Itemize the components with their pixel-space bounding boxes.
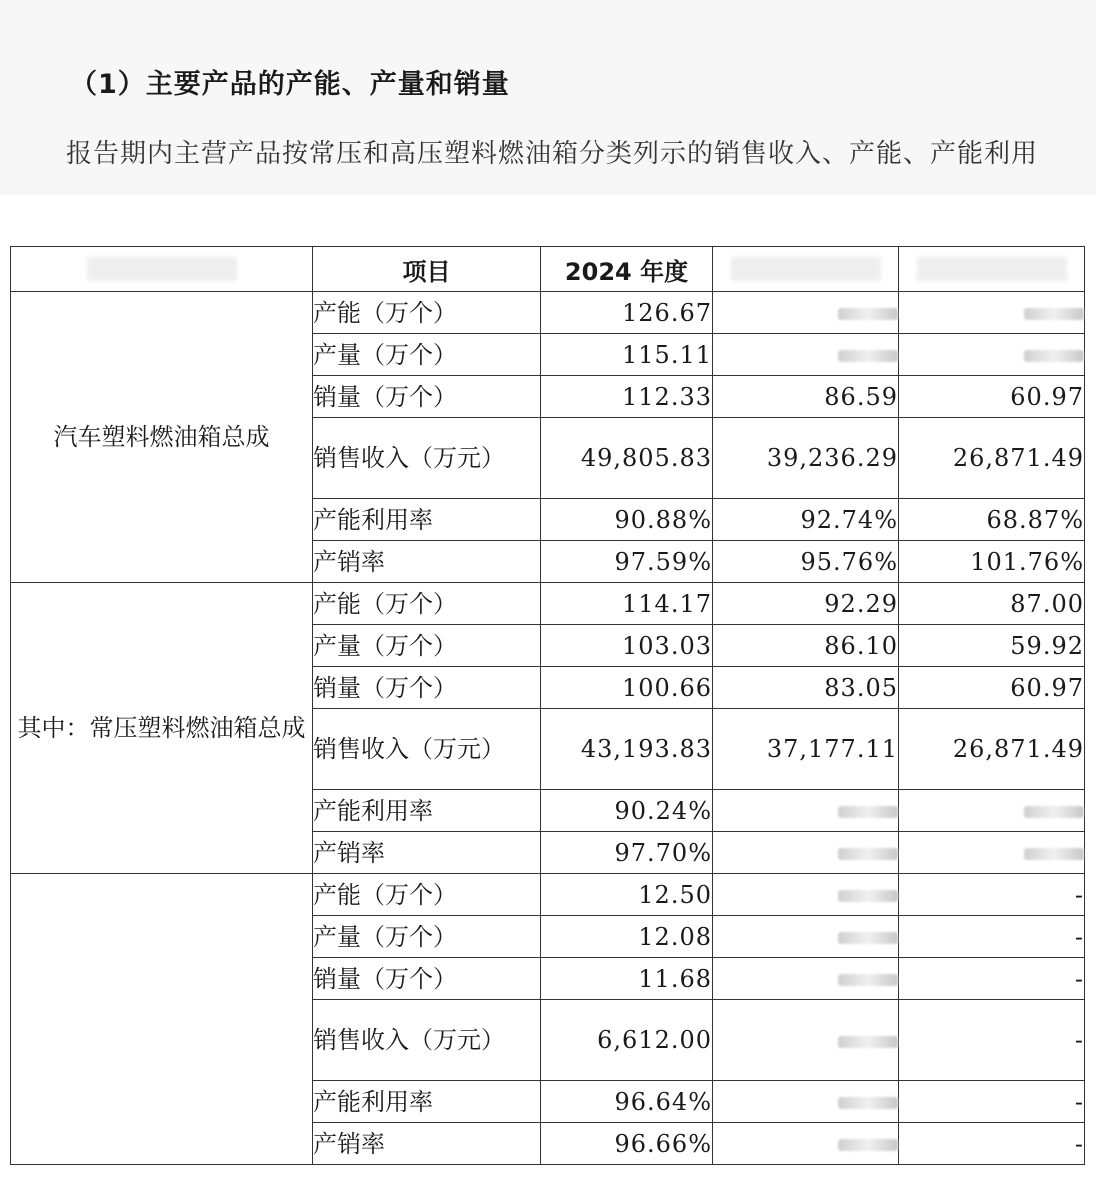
row-item-label: 销量（万个） — [313, 958, 541, 1000]
row-item-label: 产能利用率 — [313, 790, 541, 832]
value-cell-v2 — [713, 1000, 899, 1081]
value-cell-v3: 60.97 — [899, 376, 1085, 418]
value-cell-v2 — [713, 874, 899, 916]
value-cell-v1: 90.88% — [541, 499, 713, 541]
row-item-label: 产量（万个） — [313, 625, 541, 667]
value-cell-v3 — [899, 790, 1085, 832]
value-cell-v1: 11.68 — [541, 958, 713, 1000]
row-item-label: 产能利用率 — [313, 1081, 541, 1123]
value-cell-v1: 49,805.83 — [541, 418, 713, 499]
redacted-value — [838, 350, 898, 362]
value-cell-v1: 96.66% — [541, 1123, 713, 1165]
table-header-row — [11, 247, 1085, 292]
header-blank-cell — [11, 247, 313, 292]
row-item-label: 销售收入（万元） — [313, 418, 541, 499]
row-item-label: 产能（万个） — [313, 874, 541, 916]
value-cell-v2: 86.59 — [713, 376, 899, 418]
value-cell-v2: 92.74% — [713, 499, 899, 541]
row-item-label: 产量（万个） — [313, 334, 541, 376]
value-cell-v1: 97.70% — [541, 832, 713, 874]
value-cell-v3: 59.92 — [899, 625, 1085, 667]
section-heading: （1）主要产品的产能、产量和销量 — [70, 69, 510, 100]
value-cell-v1: 96.64% — [541, 1081, 713, 1123]
table-row — [11, 874, 1085, 916]
value-cell-v1: 90.24% — [541, 790, 713, 832]
row-item-label: 销量（万个） — [313, 376, 541, 418]
row-item-label: 销售收入（万元） — [313, 1000, 541, 1081]
value-cell-v3: 87.00 — [899, 583, 1085, 625]
value-cell-v1: 100.66 — [541, 667, 713, 709]
value-cell-v3: - — [899, 1000, 1085, 1081]
value-cell-v2: 37,177.11 — [713, 709, 899, 790]
row-item-label: 销量（万个） — [313, 667, 541, 709]
value-cell-v3 — [899, 832, 1085, 874]
header-col3-redacted — [899, 247, 1085, 292]
value-cell-v1: 12.50 — [541, 874, 713, 916]
value-cell-v3 — [899, 292, 1085, 334]
header-2024: 2024 年度 — [541, 247, 713, 292]
value-cell-v2 — [713, 916, 899, 958]
row-item-label: 产能利用率 — [313, 499, 541, 541]
production-table — [10, 246, 1085, 1165]
value-cell-v3: - — [899, 874, 1085, 916]
group-label: 汽车塑料燃油箱总成 — [11, 292, 313, 583]
value-cell-v1: 6,612.00 — [541, 1000, 713, 1081]
value-cell-v3: 101.76% — [899, 541, 1085, 583]
value-cell-v2: 95.76% — [713, 541, 899, 583]
value-cell-v1: 126.67 — [541, 292, 713, 334]
value-cell-v1: 114.17 — [541, 583, 713, 625]
row-item-label: 产能（万个） — [313, 292, 541, 334]
row-item-label: 产销率 — [313, 1123, 541, 1165]
value-cell-v2 — [713, 958, 899, 1000]
value-cell-v2 — [713, 1081, 899, 1123]
header-item: 项目 — [313, 247, 541, 292]
redacted-value — [838, 308, 898, 320]
value-cell-v3: 68.87% — [899, 499, 1085, 541]
row-item-label: 产能（万个） — [313, 583, 541, 625]
redacted-value — [1024, 308, 1084, 320]
section-paragraph: 报告期内主营产品按常压和高压塑料燃油箱分类列示的销售收入、产能、产能利用 — [66, 139, 1039, 169]
value-cell-v2 — [713, 292, 899, 334]
redacted-value — [838, 1097, 898, 1109]
value-cell-v2 — [713, 832, 899, 874]
value-cell-v3 — [899, 334, 1085, 376]
redacted-value — [1024, 350, 1084, 362]
value-cell-v1: 103.03 — [541, 625, 713, 667]
value-cell-v3: 60.97 — [899, 667, 1085, 709]
value-cell-v1: 97.59% — [541, 541, 713, 583]
value-cell-v2: 92.29 — [713, 583, 899, 625]
row-item-label: 产销率 — [313, 832, 541, 874]
value-cell-v2 — [713, 334, 899, 376]
value-cell-v2 — [713, 1123, 899, 1165]
value-cell-v2: 86.10 — [713, 625, 899, 667]
redacted-value — [838, 848, 898, 860]
header-col2-redacted — [713, 247, 899, 292]
group-label: 其中：常压塑料燃油箱总成 — [11, 583, 313, 874]
value-cell-v1: 115.11 — [541, 334, 713, 376]
value-cell-v3: - — [899, 916, 1085, 958]
value-cell-v1: 43,193.83 — [541, 709, 713, 790]
value-cell-v2: 83.05 — [713, 667, 899, 709]
value-cell-v3: - — [899, 1081, 1085, 1123]
redacted-value — [1024, 848, 1084, 860]
redacted-value — [838, 974, 898, 986]
redacted-value — [838, 1139, 898, 1151]
group-label — [11, 874, 313, 1165]
redacted-value — [838, 932, 898, 944]
redacted-value — [838, 806, 898, 818]
table-row — [11, 292, 1085, 334]
value-cell-v2 — [713, 790, 899, 832]
row-item-label: 产销率 — [313, 541, 541, 583]
value-cell-v3: 26,871.49 — [899, 418, 1085, 499]
value-cell-v3: - — [899, 1123, 1085, 1165]
redacted-value — [838, 1036, 898, 1048]
value-cell-v3: 26,871.49 — [899, 709, 1085, 790]
value-cell-v2: 39,236.29 — [713, 418, 899, 499]
value-cell-v1: 12.08 — [541, 916, 713, 958]
row-item-label: 销售收入（万元） — [313, 709, 541, 790]
value-cell-v3: - — [899, 958, 1085, 1000]
value-cell-v1: 112.33 — [541, 376, 713, 418]
redacted-value — [838, 890, 898, 902]
redacted-value — [1024, 806, 1084, 818]
row-item-label: 产量（万个） — [313, 916, 541, 958]
table-row — [11, 583, 1085, 625]
